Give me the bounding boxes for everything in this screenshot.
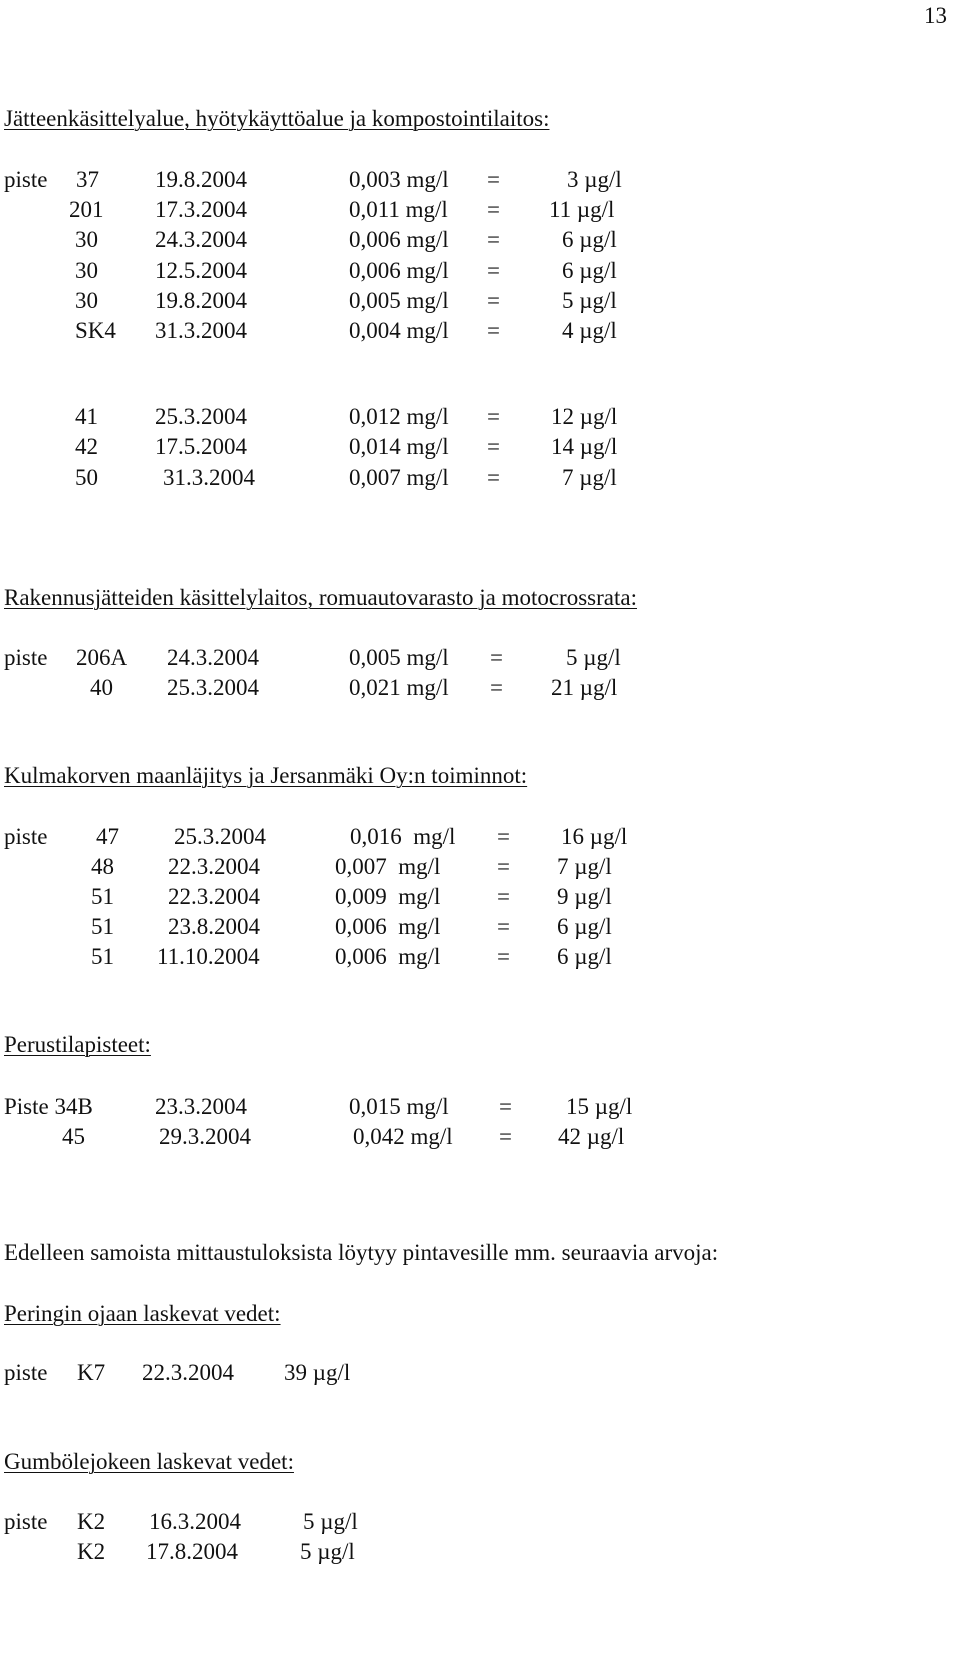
row-date: 11.10.2004 [157, 944, 260, 969]
row-date: 22.3.2004 [168, 884, 260, 909]
row-equals: = [487, 318, 500, 343]
row-mgl: 0,009 mg/l [335, 884, 441, 909]
table-row [0, 1507, 960, 1537]
row-mgl: 0,012 mg/l [349, 404, 449, 429]
row-point: K2 [77, 1509, 106, 1534]
table-row [0, 402, 960, 432]
table-row [0, 882, 960, 912]
row-mgl: 0,015 mg/l [349, 1094, 449, 1119]
row-mgl: 0,042 mg/l [353, 1124, 453, 1149]
row-mgl: 0,006 mg/l [349, 258, 449, 283]
row-date: 31.3.2004 [163, 465, 255, 490]
row-label: piste [4, 167, 48, 192]
row-equals: = [497, 914, 510, 939]
row-equals: = [497, 884, 510, 909]
row-mgl: 0,006 mg/l [335, 944, 441, 969]
table-row [0, 643, 960, 673]
row-equals: = [497, 854, 510, 879]
row-point: K7 [77, 1360, 106, 1385]
row-equals: = [487, 288, 500, 313]
table-row [0, 316, 960, 346]
row-value: 5 µg/l [303, 1509, 358, 1534]
row-ugl: 6 µg/l [562, 258, 617, 283]
row-point: 45 [62, 1124, 85, 1149]
table-row [0, 256, 960, 286]
row-ugl: 21 µg/l [551, 675, 618, 700]
row-mgl: 0,016 mg/l [350, 824, 456, 849]
section-heading-construction-waste: Rakennusjätteiden käsittelylaitos, romuautovarasto ja motocrossrata: [4, 585, 637, 610]
row-ugl: 14 µg/l [551, 434, 618, 459]
section-heading-peringin-oja: Peringin ojaan laskevat vedet: [4, 1301, 281, 1326]
table-row [0, 463, 960, 493]
row-date: 19.8.2004 [155, 167, 247, 192]
section-heading-gumbolejoki: Gumbölejokeen laskevat vedet: [4, 1449, 294, 1474]
row-equals: = [490, 645, 503, 670]
section-heading-baseline-points: Perustilapisteet: [4, 1032, 151, 1057]
row-value: 5 µg/l [300, 1539, 355, 1564]
row-date: 25.3.2004 [167, 675, 259, 700]
row-date: 16.3.2004 [149, 1509, 241, 1534]
row-mgl: 0,007 mg/l [349, 465, 449, 490]
row-point: 30 [75, 288, 98, 313]
row-date: 17.5.2004 [155, 434, 247, 459]
row-point: 48 [91, 854, 114, 879]
row-ugl: 15 µg/l [566, 1094, 633, 1119]
row-ugl: 3 µg/l [567, 167, 622, 192]
row-mgl: 0,021 mg/l [349, 675, 449, 700]
row-point: 50 [75, 465, 98, 490]
row-date: 25.3.2004 [174, 824, 266, 849]
row-equals: = [499, 1094, 512, 1119]
row-point: 47 [96, 824, 119, 849]
row-label: piste [4, 1509, 48, 1534]
row-point: 206A [76, 645, 128, 670]
row-ugl: 5 µg/l [566, 645, 621, 670]
table-row [0, 1092, 960, 1122]
row-label: Piste 34B [4, 1094, 93, 1119]
table-row [0, 195, 960, 225]
row-date: 29.3.2004 [159, 1124, 251, 1149]
row-ugl: 42 µg/l [558, 1124, 625, 1149]
row-equals: = [497, 944, 510, 969]
row-ugl: 6 µg/l [557, 914, 612, 939]
row-point: 201 [69, 197, 104, 222]
row-equals: = [499, 1124, 512, 1149]
row-equals: = [487, 167, 500, 192]
row-point: 42 [75, 434, 98, 459]
table-row [0, 1122, 960, 1152]
row-mgl: 0,004 mg/l [349, 318, 449, 343]
row-ugl: 12 µg/l [551, 404, 618, 429]
row-equals: = [487, 227, 500, 252]
table-row [0, 165, 960, 195]
row-equals: = [487, 434, 500, 459]
row-mgl: 0,006 mg/l [349, 227, 449, 252]
row-equals: = [490, 675, 503, 700]
row-ugl: 4 µg/l [562, 318, 617, 343]
row-point: SK4 [75, 318, 116, 343]
row-date: 23.8.2004 [168, 914, 260, 939]
row-mgl: 0,006 mg/l [335, 914, 441, 939]
table-row [0, 1358, 960, 1388]
row-point: 30 [75, 258, 98, 283]
row-equals: = [487, 197, 500, 222]
row-point: 30 [75, 227, 98, 252]
row-ugl: 6 µg/l [557, 944, 612, 969]
row-value: 39 µg/l [284, 1360, 351, 1385]
row-ugl: 9 µg/l [557, 884, 612, 909]
section-heading-kulmakorpi: Kulmakorven maanläjitys ja Jersanmäki Oy:n toiminnot: [4, 763, 528, 788]
table-row [0, 852, 960, 882]
row-point: 51 [91, 944, 114, 969]
page-number: 13 [924, 3, 947, 28]
row-point: 51 [91, 914, 114, 939]
row-date: 17.3.2004 [155, 197, 247, 222]
row-date: 24.3.2004 [167, 645, 259, 670]
row-ugl: 11 µg/l [549, 197, 615, 222]
table-row [0, 1537, 960, 1567]
row-mgl: 0,014 mg/l [349, 434, 449, 459]
table-row [0, 822, 960, 852]
table-row [0, 673, 960, 703]
table-row [0, 942, 960, 972]
table-row [0, 225, 960, 255]
row-point: K2 [77, 1539, 106, 1564]
row-label: piste [4, 824, 48, 849]
row-label: piste [4, 1360, 48, 1385]
row-date: 19.8.2004 [155, 288, 247, 313]
row-ugl: 16 µg/l [561, 824, 628, 849]
row-date: 12.5.2004 [155, 258, 247, 283]
row-equals: = [487, 258, 500, 283]
intro-paragraph: Edelleen samoista mittaustuloksista löytyy pintavesille mm. seuraavia arvoja: [4, 1240, 719, 1265]
row-date: 22.3.2004 [142, 1360, 234, 1385]
row-ugl: 7 µg/l [562, 465, 617, 490]
table-row [0, 432, 960, 462]
row-point: 40 [90, 675, 113, 700]
row-equals: = [497, 824, 510, 849]
row-point: 41 [75, 404, 98, 429]
row-date: 23.3.2004 [155, 1094, 247, 1119]
row-date: 17.8.2004 [146, 1539, 238, 1564]
table-row [0, 912, 960, 942]
row-equals: = [487, 465, 500, 490]
row-ugl: 5 µg/l [562, 288, 617, 313]
row-ugl: 7 µg/l [557, 854, 612, 879]
row-date: 22.3.2004 [168, 854, 260, 879]
row-mgl: 0,005 mg/l [349, 645, 449, 670]
row-mgl: 0,007 mg/l [335, 854, 441, 879]
row-label: piste [4, 645, 48, 670]
row-point: 37 [76, 167, 99, 192]
row-date: 24.3.2004 [155, 227, 247, 252]
row-date: 31.3.2004 [155, 318, 247, 343]
row-equals: = [487, 404, 500, 429]
row-mgl: 0,003 mg/l [349, 167, 449, 192]
row-ugl: 6 µg/l [562, 227, 617, 252]
row-mgl: 0,005 mg/l [349, 288, 449, 313]
row-date: 25.3.2004 [155, 404, 247, 429]
row-mgl: 0,011 mg/l [349, 197, 448, 222]
section-heading-waste-area: Jätteenkäsittelyalue, hyötykäyttöalue ja kompostointilaitos: [4, 106, 550, 131]
row-point: 51 [91, 884, 114, 909]
table-row [0, 286, 960, 316]
